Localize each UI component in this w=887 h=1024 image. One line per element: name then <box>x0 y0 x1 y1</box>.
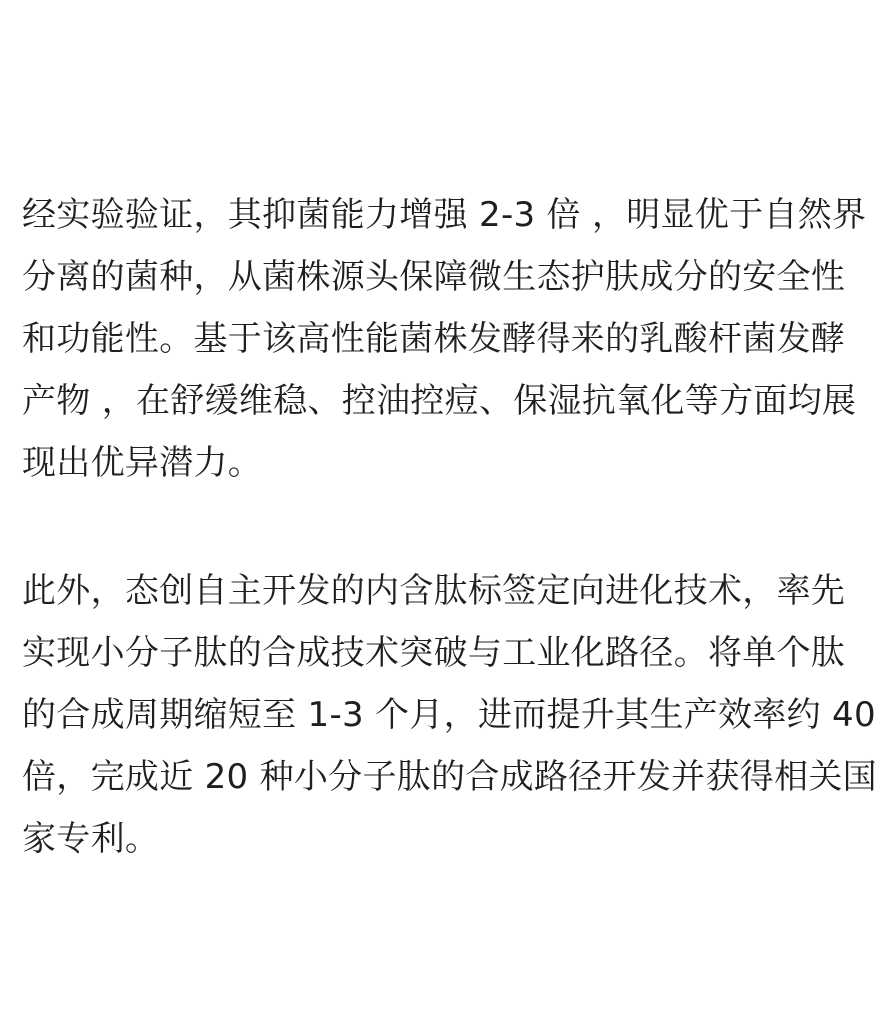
paragraph-antibacterial-strain <box>22 184 868 494</box>
paragraph-gap <box>22 494 868 560</box>
text-line: 此外，态创自主开发的内含肽标签定向进化技术，率先 <box>22 571 846 611</box>
text-line: 实现小分子肽的合成技术突破与工业化路径。将单个肽 <box>22 633 846 673</box>
text-line: 现出优异潜力。 <box>22 443 263 483</box>
text-line: 家专利。 <box>22 819 160 859</box>
paragraph-peptide-technology <box>22 560 877 870</box>
text-line: 产物 ，在舒缓维稳、控油控痘、保湿抗氧化等方面均展 <box>22 381 857 421</box>
text-line: 的合成周期缩短至 1-3 个月，进而提升其生产效率约 40 <box>22 695 876 735</box>
article-body <box>22 184 877 870</box>
text-line: 倍，完成近 20 种小分子肽的合成路径开发并获得相关国 <box>22 757 877 797</box>
text-line: 和功能性。基于该高性能菌株发酵得来的乳酸杆菌发酵 <box>22 319 846 359</box>
text-line: 分离的菌种，从菌株源头保障微生态护肤成分的安全性 <box>22 257 846 297</box>
text-line: 经实验验证，其抑菌能力增强 2-3 倍 ，明显优于自然界 <box>22 195 867 235</box>
